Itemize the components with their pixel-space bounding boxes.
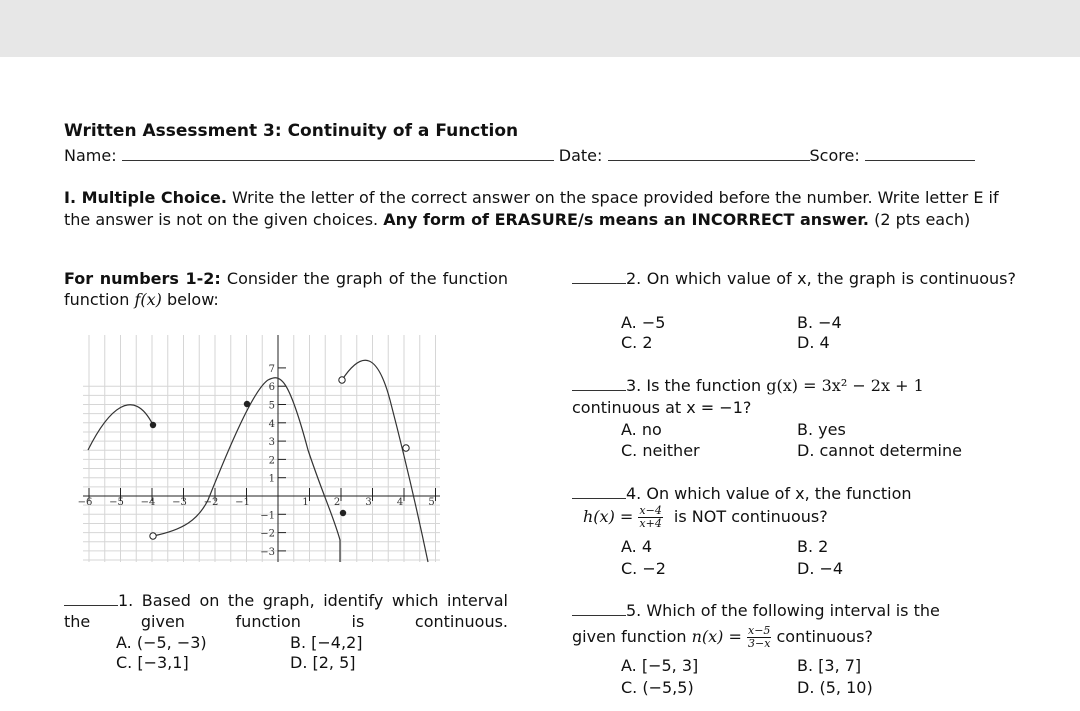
y-tick-label: 4 bbox=[268, 418, 275, 430]
q3-choice-a: A. no bbox=[621, 420, 662, 439]
instructions-lead: I. Multiple Choice. bbox=[64, 188, 227, 207]
y-tick-label: −3 bbox=[260, 546, 275, 558]
q4-choice-d: D. −4 bbox=[797, 559, 844, 578]
answer-blank-2[interactable] bbox=[572, 268, 626, 284]
x-tick-label: −4 bbox=[140, 497, 156, 508]
q2-choice-b: B. −4 bbox=[797, 313, 842, 332]
closed-point-x-2 bbox=[340, 510, 346, 516]
q3-choice-b: B. yes bbox=[797, 420, 846, 439]
q3-choice-d: D. cannot determine bbox=[797, 441, 962, 460]
answer-blank-1[interactable] bbox=[64, 590, 118, 606]
q4-choice-c: C. −2 bbox=[621, 559, 666, 578]
function-graph bbox=[78, 330, 450, 570]
answer-blank-4[interactable] bbox=[572, 483, 626, 499]
q2-choice-d: D. 4 bbox=[797, 333, 830, 352]
answer-blank-3[interactable] bbox=[572, 375, 626, 391]
date-blank[interactable] bbox=[608, 145, 810, 161]
q4-choice-b: B. 2 bbox=[797, 537, 829, 556]
question-5-stem-mid: given function bbox=[572, 627, 692, 646]
function-g: g(x) = 3x² − 2x + 1 bbox=[766, 376, 924, 395]
name-line bbox=[64, 145, 975, 166]
points-note: (2 pts each) bbox=[869, 210, 971, 229]
x-tick-label: −2 bbox=[203, 497, 219, 508]
h-numerator: x−4 bbox=[639, 504, 662, 517]
question-3-stem: 3. Is the function bbox=[626, 376, 767, 395]
name-label: Name: bbox=[64, 146, 117, 165]
q1-choice-d: D. [2, 5] bbox=[290, 653, 356, 672]
y-tick-label: 6 bbox=[268, 382, 275, 394]
top-bar bbox=[0, 0, 1080, 57]
instructions bbox=[64, 187, 1024, 231]
n-denominator: 3−x bbox=[748, 637, 771, 650]
graph-intro-lead: For numbers 1-2: bbox=[64, 269, 221, 288]
question-4-stem-end: is NOT continuous? bbox=[673, 507, 828, 526]
question-5-line2 bbox=[572, 622, 873, 652]
question-5-stem: 5. Which of the following interval is the bbox=[626, 601, 940, 620]
n-fraction bbox=[747, 625, 771, 650]
y-tick-label: −1 bbox=[260, 510, 275, 522]
n-numerator: x−5 bbox=[748, 624, 771, 637]
open-point-x-neg4 bbox=[150, 533, 156, 539]
page-title: Written Assessment 3: Continuity of a Function bbox=[64, 121, 519, 141]
instructions-text: Write the letter of the correct answer on the space provided before the number. Write letter E if the answer is not on the given choices. bbox=[64, 188, 999, 229]
curve-segment-3 bbox=[342, 360, 428, 562]
closed-point-x-neg4 bbox=[150, 422, 156, 428]
closed-point-x-neg1 bbox=[244, 401, 250, 407]
h-denominator: x+4 bbox=[639, 517, 662, 530]
h-fraction bbox=[638, 505, 662, 530]
y-tick-label: 1 bbox=[268, 473, 275, 485]
date-label: Date: bbox=[558, 146, 603, 165]
q3-choice-c: C. neither bbox=[621, 441, 700, 460]
question-2 bbox=[572, 268, 1016, 289]
erasure-warning: Any form of ERASURE/s means an INCORRECT answer. bbox=[383, 210, 869, 229]
graph-intro bbox=[64, 268, 508, 289]
open-point-x-4 bbox=[403, 445, 409, 451]
graph-intro-line2: function f(x) below: bbox=[64, 290, 219, 309]
name-blank[interactable] bbox=[122, 145, 554, 161]
q5-choice-a: A. [−5, 3] bbox=[621, 656, 699, 675]
open-point-x-2 bbox=[339, 377, 345, 383]
x-tick-label: −1 bbox=[235, 497, 250, 508]
x-tick-label: 4 bbox=[396, 497, 404, 508]
x-tick-label: 3 bbox=[365, 497, 372, 508]
score-label: Score: bbox=[809, 146, 860, 165]
graph-intro-text: Consider the graph of the function bbox=[220, 269, 509, 288]
x-tick-label: −3 bbox=[172, 497, 187, 508]
q2-choice-c: C. 2 bbox=[621, 333, 653, 352]
question-4-line2 bbox=[583, 503, 828, 531]
question-4 bbox=[572, 483, 912, 504]
question-1-stem: 1. Based on the graph, identify which interval the given function is continuous. bbox=[64, 591, 508, 631]
y-tick-label: 2 bbox=[268, 455, 275, 467]
q4-choice-a: A. 4 bbox=[621, 537, 653, 556]
y-tick-label: 3 bbox=[268, 437, 275, 449]
y-tick-label: 7 bbox=[268, 363, 275, 375]
function-f-label: f(x) bbox=[134, 290, 162, 309]
x-tick-label: −5 bbox=[109, 497, 124, 508]
question-3-stem-end: continuous at x = −1? bbox=[572, 398, 752, 417]
y-tick-label: −2 bbox=[260, 528, 275, 540]
x-tick-label: 5 bbox=[428, 497, 435, 508]
question-3 bbox=[572, 375, 924, 396]
x-tick-label: −6 bbox=[78, 497, 93, 508]
x-tick-label: 1 bbox=[302, 497, 309, 508]
q5-choice-b: B. [3, 7] bbox=[797, 656, 862, 675]
question-4-stem: 4. On which value of x, the function bbox=[626, 484, 912, 503]
score-blank[interactable] bbox=[865, 145, 975, 161]
function-n-label: n(x) = bbox=[691, 627, 742, 646]
question-5 bbox=[572, 600, 940, 621]
x-tick-label: 2 bbox=[333, 497, 341, 508]
q5-choice-c: C. (−5,5) bbox=[621, 678, 694, 697]
q1-choice-a: A. (−5, −3) bbox=[116, 633, 207, 652]
q2-choice-a: A. −5 bbox=[621, 313, 666, 332]
q1-choice-c: C. [−3,1] bbox=[116, 653, 189, 672]
x-tick-labels bbox=[78, 497, 435, 508]
answer-blank-5[interactable] bbox=[572, 600, 626, 616]
q1-choice-b: B. [−4,2] bbox=[290, 633, 363, 652]
question-5-stem-end: continuous? bbox=[771, 627, 873, 646]
y-tick-label: 5 bbox=[268, 400, 275, 412]
question-2-stem: 2. On which value of x, the graph is continuous? bbox=[626, 269, 1016, 288]
function-h-label: h(x) = bbox=[583, 507, 634, 526]
graph-intro-tail: below: bbox=[161, 290, 219, 309]
question-1 bbox=[64, 590, 508, 632]
q5-choice-d: D. (5, 10) bbox=[797, 678, 873, 697]
